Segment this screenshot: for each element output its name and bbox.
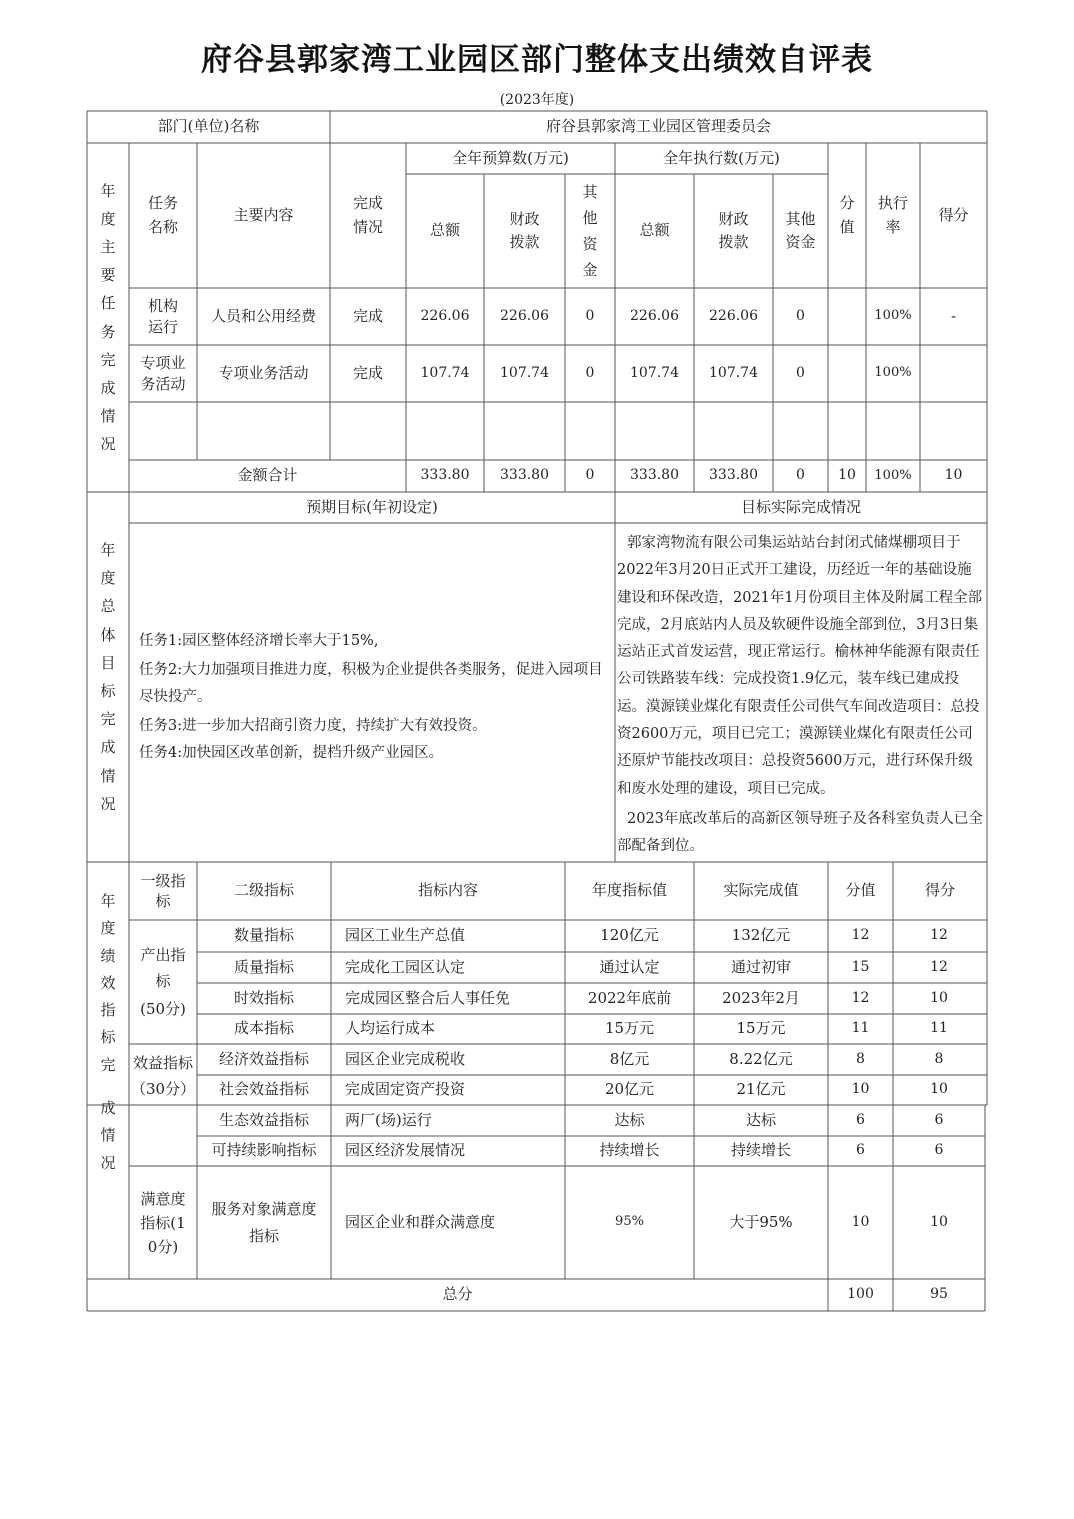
- header-level2: 二级指标: [233, 881, 294, 900]
- indicator-actual: 21亿元: [736, 1080, 786, 1099]
- exec-other: 0: [796, 307, 805, 324]
- indicator-target: 持续增长: [599, 1141, 660, 1160]
- indicator-target: 20亿元: [604, 1080, 655, 1099]
- task-status: 完成: [352, 306, 383, 325]
- budget-total: 107.74: [420, 364, 470, 381]
- indicator-score: 11: [930, 1020, 948, 1037]
- group-satisfaction: 满意度指标(10分): [140, 1189, 186, 1256]
- indicator-actual: 8.22亿元: [729, 1049, 793, 1068]
- total-score-value: 10: [838, 467, 856, 484]
- indicator-actual: 大于95%: [729, 1212, 793, 1231]
- indicator-content: 园区企业和群众满意度: [345, 1212, 496, 1231]
- header-exec-other: 其他资金: [785, 209, 816, 251]
- expected-goal-item: 任务2:大力加强项目推进力度，积极为企业提供各类服务，促进入园项目尽快投产。: [139, 662, 603, 705]
- expected-goal-header: 预期目标(年初设定): [306, 497, 438, 516]
- budget-other: 0: [585, 307, 595, 324]
- indicator-score-value: 15: [851, 958, 870, 975]
- header-exec-rate: 执行率: [877, 194, 908, 236]
- amount-total-label: 金额合计: [237, 466, 298, 485]
- indicator-target: 95%: [615, 1214, 644, 1230]
- indicator-actual: 达标: [745, 1110, 776, 1129]
- indicator-content: 园区工业生产总值: [345, 926, 466, 945]
- indicator-level2: 时效指标: [233, 988, 294, 1007]
- indicator-target: 8亿元: [609, 1049, 650, 1068]
- header-indicator-content: 指标内容: [417, 881, 478, 900]
- indicator-content: 园区经济发展情况: [345, 1141, 466, 1160]
- indicator-actual: 2023年2月: [722, 988, 800, 1007]
- task-name: 机构运行: [147, 297, 178, 336]
- indicator-actual: 持续增长: [730, 1141, 791, 1160]
- indicator-level2: 经济效益指标: [218, 1049, 309, 1068]
- task-content: 专项业务活动: [218, 363, 309, 382]
- header-target-value: 年度指标值: [591, 881, 667, 900]
- dept-label: 部门(单位)名称: [157, 117, 260, 136]
- indicator-actual: 15万元: [736, 1019, 786, 1038]
- header-budget-total: 总额: [429, 221, 460, 240]
- indicator-score-value: 6: [856, 1111, 865, 1128]
- indicator-score-value: 12: [851, 927, 870, 944]
- total-exec-fiscal: 333.80: [709, 467, 758, 484]
- exec-fiscal: 107.74: [709, 364, 758, 381]
- exec-total: 226.06: [630, 307, 679, 324]
- indicator-content: 完成固定资产投资: [345, 1080, 466, 1099]
- group-benefit: 效益指标（30分）: [131, 1054, 196, 1099]
- indicator-target: 2022年底前: [587, 988, 672, 1007]
- expected-goals: [139, 628, 605, 767]
- indicator-score-value: 11: [851, 1020, 870, 1037]
- header-actual-value: 实际完成值: [723, 881, 799, 900]
- total-score: 10: [944, 467, 963, 484]
- header-level1: 一级指标: [140, 871, 186, 910]
- budget-other: 0: [585, 364, 595, 381]
- indicator-target: 通过认定: [599, 957, 660, 976]
- actual-results: [617, 530, 986, 861]
- exec-rate: 100%: [874, 365, 912, 381]
- indicator-score: 6: [934, 1142, 944, 1159]
- dept-name: 府谷县郭家湾工业园区管理委员会: [545, 117, 771, 136]
- budget-total: 226.06: [420, 307, 470, 324]
- actual-result-header: 目标实际完成情况: [740, 497, 861, 516]
- header-exec-total: 总额: [639, 221, 670, 240]
- indicator-content: 园区企业完成税收: [345, 1049, 466, 1068]
- header-score: 得分: [924, 881, 955, 900]
- exec-fiscal: 226.06: [709, 307, 758, 324]
- header-budget-other: 其他资金: [582, 182, 598, 280]
- exec-total: 107.74: [630, 364, 679, 381]
- indicator-target: 15万元: [604, 1019, 655, 1038]
- header-score-value: 分值: [839, 194, 855, 236]
- total-budget-other: 0: [585, 467, 595, 484]
- task-content: 人员和公用经费: [210, 306, 316, 325]
- indicator-score: 10: [930, 1213, 948, 1230]
- header-score-value: 分值: [845, 881, 876, 900]
- header-score: 得分: [938, 205, 969, 224]
- indicator-score: 10: [930, 1081, 948, 1098]
- report-year: (2023年度): [499, 92, 575, 108]
- section3-label-bottom: 成情况: [100, 1099, 116, 1172]
- section1-label: 年度主要任务完成情况: [100, 181, 116, 454]
- score-value: [828, 288, 866, 345]
- section3-label-top: 年度绩效指标完: [100, 891, 116, 1074]
- indicator-score: 12: [930, 958, 948, 975]
- expected-goal-item: 任务4:加快园区改革创新，提档升级产业园区。: [139, 745, 444, 761]
- expected-goal-item: 任务3:进一步加大招商引资力度，持续扩大有效投资。: [139, 718, 487, 734]
- indicator-target: 120亿元: [600, 926, 659, 945]
- exec-rate: 100%: [874, 308, 912, 324]
- indicator-level2: 服务对象满意度指标: [211, 1200, 317, 1245]
- total-exec-rate: 100%: [874, 467, 912, 483]
- header-budget: 全年预算数(万元): [452, 148, 569, 167]
- indicator-score: 12: [930, 927, 948, 944]
- score: [920, 345, 987, 402]
- indicator-actual: 132亿元: [731, 926, 791, 945]
- grand-total-label: 总分: [442, 1285, 473, 1304]
- actual-result-paragraph: 郭家湾物流有限公司集运站站台封闭式储煤棚项目于2022年3月20日正式开工建设，历经近一年的基础设施建设和环保改造，2021年1月份项目主体及附属工程全部完成，2月底站内人员及软硬件设施全部到位，3月3日集运站正式首发运营，现正常运行。榆林神华能源有限责任公司铁路装车线：完成投资1.9亿元，装车线已建成投运。漠源镁业煤化有限责任公司供气车间改造项目：总投资2600万元，项目已完工；漠源镁业煤化有限责任公司还原炉节能技改项目：总投资5600万元，进行环保升级和废水处理的建设，项目已完成。: [617, 535, 983, 797]
- actual-result-paragraph: 2023年底改革后的高新区领导班子及各科室负责人已全部配备到位。: [617, 810, 983, 855]
- total-exec-other: 0: [796, 467, 805, 484]
- score: -: [950, 306, 957, 325]
- header-completion: 完成情况: [352, 194, 383, 236]
- section2-label: 年度总体目标完成情况: [100, 541, 116, 813]
- header-execution: 全年执行数(万元): [663, 148, 780, 167]
- indicator-target: 达标: [614, 1110, 645, 1129]
- indicator-score-value: 6: [856, 1142, 865, 1159]
- total-budget-total: 333.80: [420, 467, 470, 484]
- grand-total-score: 95: [930, 1286, 948, 1303]
- indicator-level2: 社会效益指标: [218, 1080, 309, 1099]
- indicator-level2: 数量指标: [233, 926, 294, 945]
- header-budget-fiscal: 财政拨款: [509, 209, 540, 251]
- grand-total-score-value: 100: [847, 1286, 874, 1303]
- indicator-actual: 通过初审: [730, 957, 791, 976]
- task-name: 专项业务活动: [140, 354, 186, 393]
- page-title: 府谷县郭家湾工业园区部门整体支出绩效自评表: [201, 42, 873, 78]
- indicator-score: 10: [930, 989, 948, 1006]
- expected-goal-item: 任务1:园区整体经济增长率大于15%,: [139, 633, 379, 649]
- group-output: 产出指标 (50分): [140, 945, 186, 1019]
- indicator-level2: 成本指标: [233, 1019, 294, 1038]
- header-exec-fiscal: 财政拨款: [718, 209, 749, 251]
- header-task-name: 任务名称: [147, 194, 178, 236]
- budget-fiscal: 226.06: [500, 307, 549, 324]
- total-exec-total: 333.80: [630, 467, 679, 484]
- indicator-content: 完成化工园区认定: [345, 957, 466, 976]
- exec-other: 0: [796, 364, 805, 381]
- indicator-score: 6: [934, 1111, 944, 1128]
- indicator-content: 两厂(场)运行: [345, 1110, 432, 1129]
- indicator-level2: 质量指标: [233, 957, 294, 976]
- indicator-content: 完成园区整合后人事任免: [345, 988, 511, 1007]
- task-status: 完成: [352, 363, 383, 382]
- indicator-score-value: 12: [851, 989, 870, 1006]
- indicator-score: 8: [934, 1050, 944, 1067]
- header-main-content: 主要内容: [233, 205, 294, 224]
- total-budget-fiscal: 333.80: [500, 467, 549, 484]
- indicator-content: 人均运行成本: [345, 1019, 436, 1038]
- indicator-score-value: 8: [856, 1050, 865, 1067]
- indicator-score-value: 10: [851, 1081, 870, 1098]
- indicator-level2: 可持续影响指标: [211, 1141, 317, 1160]
- indicator-score-value: 10: [851, 1213, 870, 1230]
- budget-fiscal: 107.74: [500, 364, 549, 381]
- indicator-level2: 生态效益指标: [218, 1110, 309, 1129]
- score-value: [828, 345, 866, 402]
